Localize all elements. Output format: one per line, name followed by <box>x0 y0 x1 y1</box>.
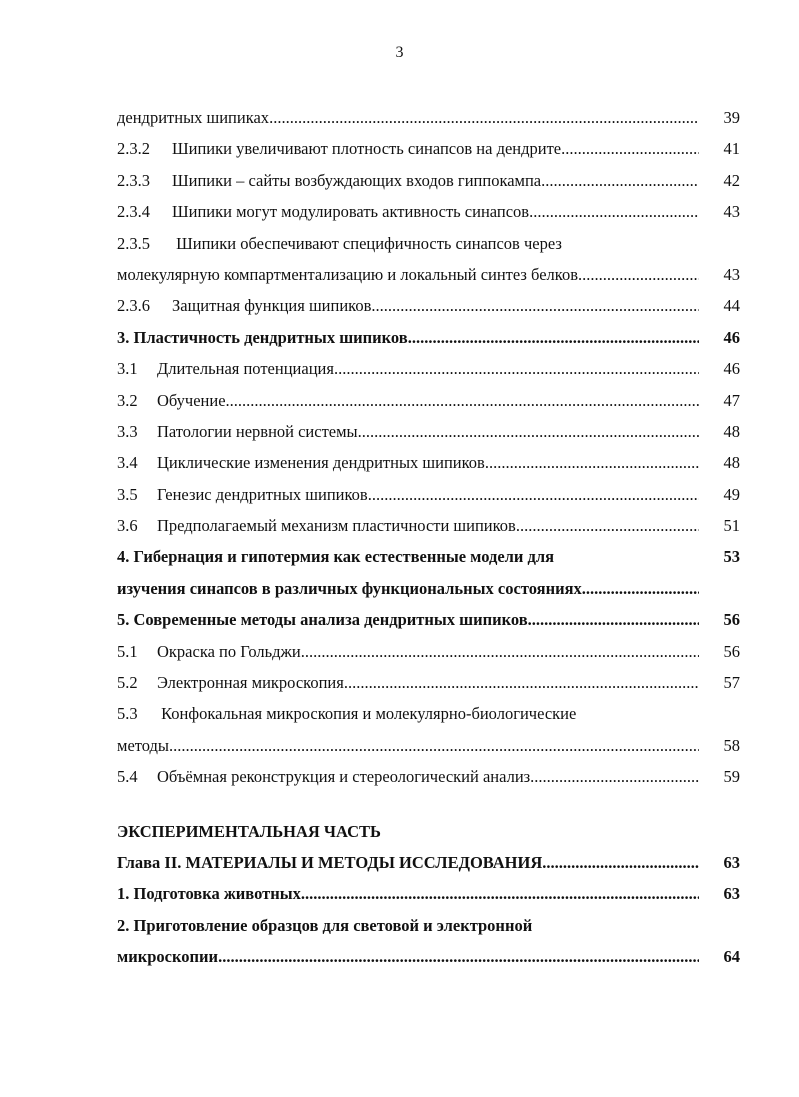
toc-entry <box>117 479 740 510</box>
toc-entry-title: 2. Приготовление образцов для световой и электронной <box>117 915 533 935</box>
toc-entry-title: 4. Гибернация и гипотермия как естественные модели для <box>117 547 555 567</box>
toc-entry-title: Шипики – сайты возбуждающих входов гиппокампа <box>172 170 542 190</box>
toc-entry-title: Защитная функция шипиков <box>172 296 372 316</box>
toc-entry-title: Электронная микроскопия <box>157 673 344 693</box>
toc-entry-number: 3.5 <box>117 484 138 504</box>
dot-leader <box>541 165 699 196</box>
toc-entry-title: Генезис дендритных шипиков <box>157 484 368 504</box>
toc-entry-page: 53 <box>723 547 740 567</box>
toc-entry <box>117 102 740 133</box>
toc-entry-title: 3. Пластичность дендритных шипиков <box>117 327 408 347</box>
toc-entry <box>117 510 740 541</box>
toc-entry-title: Объёмная реконструкция и стереологический анализ <box>157 767 531 787</box>
toc-entry-number: 3.3 <box>117 421 138 441</box>
dot-leader <box>269 102 699 133</box>
dot-leader <box>485 447 699 478</box>
toc-entry-page: 63 <box>723 852 740 872</box>
toc-chapter <box>117 941 740 972</box>
toc-chapter <box>117 847 740 878</box>
dot-leader <box>169 730 699 761</box>
dot-leader <box>528 604 699 635</box>
toc-entry-title: Циклические изменения дендритных шипиков <box>157 453 485 473</box>
dot-leader <box>408 322 699 353</box>
dot-leader <box>368 479 699 510</box>
toc-entry-page: 41 <box>723 139 740 159</box>
toc-entry <box>117 698 740 729</box>
toc-chapter <box>117 878 740 909</box>
dot-leader <box>582 573 699 604</box>
dot-leader <box>226 385 699 416</box>
toc-entry-number: 3.6 <box>117 516 138 536</box>
toc-entry-title: Шипики обеспечивают специфичность синапсов через <box>176 233 562 253</box>
toc-entry-page: 59 <box>723 767 740 787</box>
toc-entry-page: 57 <box>723 673 740 693</box>
toc-entry-number: 5.4 <box>117 767 138 787</box>
dot-leader <box>516 510 699 541</box>
toc-entry-page: 46 <box>723 359 740 379</box>
toc-entry-page: 43 <box>723 202 740 222</box>
toc-entry-page: 44 <box>723 296 740 316</box>
toc-entry <box>117 730 740 761</box>
toc-entry <box>117 133 740 164</box>
toc-entry-page: 43 <box>723 264 740 284</box>
toc-entry-number: 2.3.2 <box>117 139 150 159</box>
toc-entry-number: 3.1 <box>117 359 138 379</box>
toc-entry <box>117 228 740 259</box>
toc-entry-title: Предполагаемый механизм пластичности шипиков <box>157 516 516 536</box>
toc-entry-title: методы <box>117 735 170 755</box>
dot-leader <box>561 133 699 164</box>
toc-entry-title: Патологии нервной системы <box>157 421 358 441</box>
toc-entry-title: 1. Подготовка животных <box>117 884 301 904</box>
toc-entry <box>117 667 740 698</box>
toc-entry-page: 51 <box>723 516 740 536</box>
toc-entry-page: 39 <box>723 108 740 127</box>
toc-chapter <box>117 573 740 604</box>
dot-leader <box>542 847 699 878</box>
toc-entry-title: Обучение <box>157 390 226 410</box>
toc-entry <box>117 447 740 478</box>
toc-entry-page: 56 <box>723 641 740 661</box>
toc-entry-number: 2.3.3 <box>117 170 150 190</box>
toc-entry-title: Глава II. МАТЕРИАЛЫ И МЕТОДЫ ИССЛЕДОВАНИЯ <box>117 852 543 872</box>
toc-entry-number: 5.1 <box>117 641 138 661</box>
toc-entry-page: 48 <box>723 453 740 473</box>
toc-entry-number: 2.3.4 <box>117 202 150 222</box>
toc-entry-page: 58 <box>723 735 740 755</box>
toc-entry <box>117 196 740 227</box>
toc-chapter <box>117 541 740 572</box>
toc-chapter <box>117 604 740 635</box>
dot-leader <box>344 667 699 698</box>
toc-entry <box>117 290 740 321</box>
toc-entry <box>117 761 740 792</box>
toc-entry-title: Шипики увеличивают плотность синапсов на дендрите <box>172 139 562 159</box>
toc-entry <box>117 385 740 416</box>
toc-entry <box>117 636 740 667</box>
toc-entry <box>117 353 740 384</box>
toc-entry-page: 49 <box>723 484 740 504</box>
dot-leader <box>578 259 699 290</box>
dot-leader <box>218 941 699 972</box>
toc-entry-page: 63 <box>723 884 740 904</box>
toc-entry-title: изучения синапсов в различных функциональных состояниях <box>117 578 582 598</box>
table-of-contents <box>117 102 740 973</box>
toc-entry-page: 56 <box>723 610 740 630</box>
dot-leader <box>301 878 699 909</box>
toc-entry-number: 3.4 <box>117 453 138 473</box>
toc-entry-title: Длительная потенциация <box>157 359 334 379</box>
dot-leader <box>371 290 699 321</box>
toc-entry-title: молекулярную компартментализацию и локальный синтез белков <box>117 264 579 284</box>
toc-entry-number: 3.2 <box>117 390 138 410</box>
toc-entry-number: 2.3.5 <box>117 233 150 253</box>
dot-leader <box>301 636 699 667</box>
toc-entry <box>117 416 740 447</box>
page-number: 3 <box>395 44 404 61</box>
dot-leader <box>334 353 699 384</box>
toc-entry-page: 42 <box>723 170 740 190</box>
toc-entry-page: 46 <box>723 327 740 347</box>
toc-entry-title: 5. Современные методы анализа дендритных шипиков <box>117 610 528 630</box>
toc-entry-title: Окраска по Гольджи <box>157 641 301 661</box>
toc-entry-title: Конфокальная микроскопия и молекулярно-биологические <box>161 704 577 724</box>
toc-chapter <box>117 322 740 353</box>
section-spacer <box>117 793 740 816</box>
toc-entry-title: микроскопии <box>117 947 219 967</box>
dot-leader <box>530 761 699 792</box>
toc-entry-page: 64 <box>723 947 740 967</box>
toc-entry-number: 5.2 <box>117 673 138 693</box>
toc-entry-page: 48 <box>723 421 740 441</box>
section-heading: ЭКСПЕРИМЕНТАЛЬНАЯ ЧАСТЬ <box>117 821 381 841</box>
toc-entry-page: 47 <box>723 390 740 410</box>
dot-leader <box>529 196 699 227</box>
toc-entry-number: 5.3 <box>117 704 138 724</box>
toc-chapter <box>117 910 740 941</box>
toc-entry-number: 2.3.6 <box>117 296 150 316</box>
toc-entry <box>117 165 740 196</box>
toc-entry <box>117 259 740 290</box>
toc-entry-title: дендритных шипиках <box>117 108 270 127</box>
toc-entry-title: Шипики могут модулировать активность синапсов <box>172 202 530 222</box>
dot-leader <box>358 416 699 447</box>
